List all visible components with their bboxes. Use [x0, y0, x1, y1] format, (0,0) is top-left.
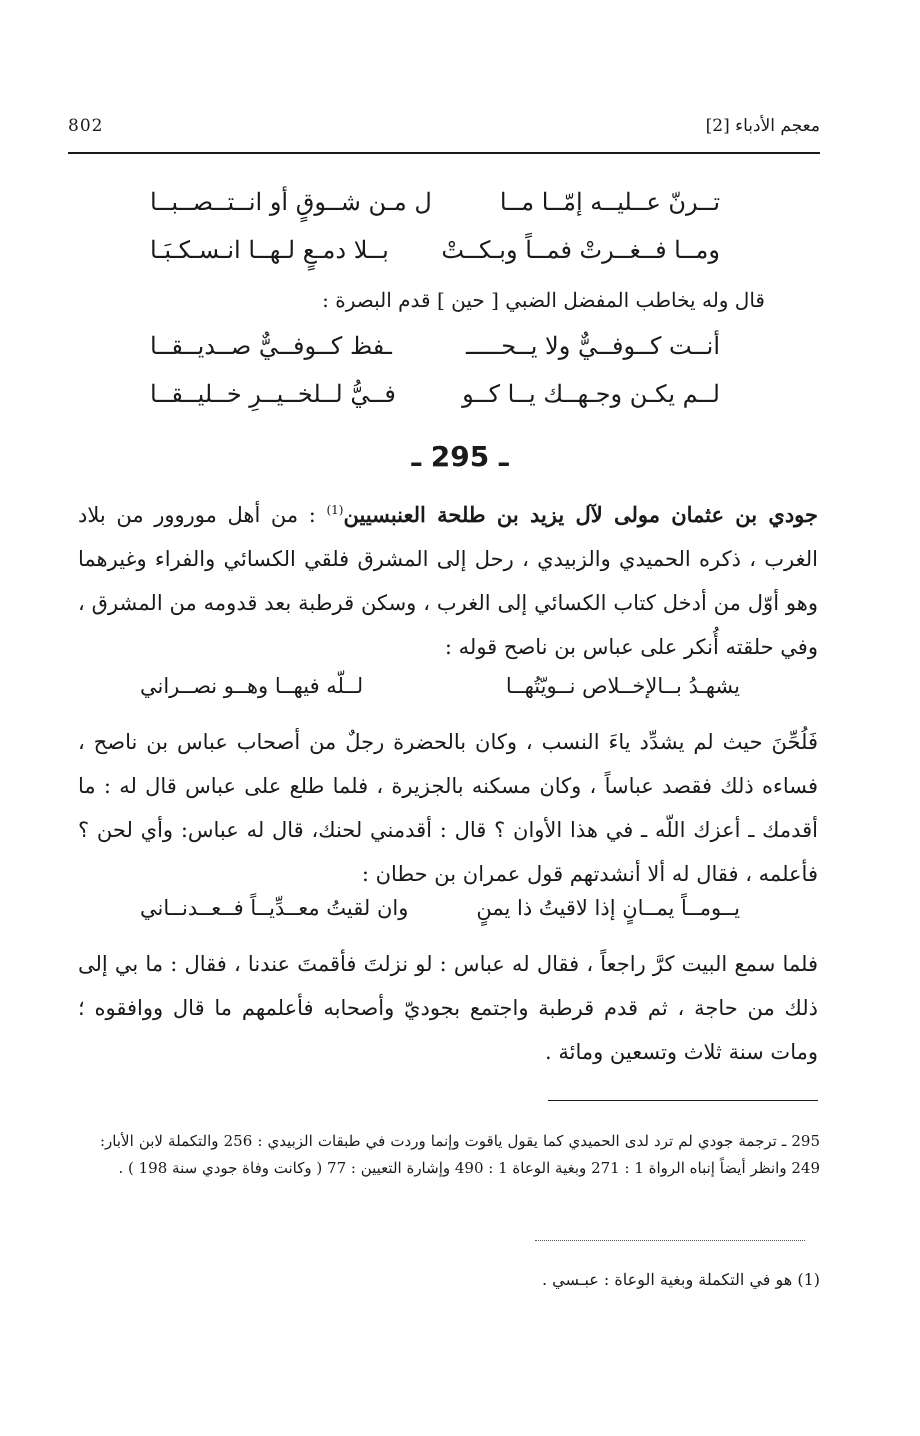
footnote-1: (1) هو في التكملة وبغية الوعاة : عبـسي .: [541, 1270, 820, 1289]
entry-paragraph: فَلُحِّنَ حيث لم يشدِّد ياءَ النسب ، وكان بالحضرة رجلٌ من أصحاب عباس بن ناصح ، فساءه ذلك فقصد عباساً ، وكان مسكنه بالجزيرة ، فلما طلع على عباس قال له : ما أقدمك ـ أعزك اللّه ـ في هذا الأوان ؟ قال : أقدمني لحنك، قال له عباس: وأي لحن ؟ فأعلمه ، فقال له ألا أنشدتهم قول عمران بن حطان :: [78, 730, 818, 886]
verse-hemistich-second: ل مـن شــوقٍ أو انــتــصــبــا: [150, 188, 432, 216]
footnote-dotted-divider: [535, 1240, 805, 1241]
entry-paragraph: [78, 488, 818, 669]
entry-number: ـ 295 ـ: [411, 440, 509, 473]
page-header: [68, 112, 820, 154]
footnote-main: 295 ـ ترجمة جودي لم ترد لدى الحميدي كما يقول ياقوت وإنما وردت في طبقات الزبيدي : 256 والتكملة لابن الأبار: 249 وانظر أيضاً إنباه الرواة 1 : 271 وبغية الوعاة 1 : 490 وإشارة التعيين : 77 ( وكانت وفاة جودي سنة 198 ) .: [100, 1132, 820, 1177]
entry-text: : من أهل موروور من بلاد الغرب ، ذكره الحميدي والزبيدي ، رحل إلى المشرق فلقي الكسائي والفراء وغيرهما وهو أوّل من أدخل كتاب الكسائي إلى الغرب ، وسكن قرطبة بعد قدومه من المشرق ، وفي حلقته أُنكر على عباس بن ناصح قوله :: [78, 503, 818, 659]
verse-line: [150, 236, 750, 276]
footnote-ref: (1): [326, 503, 344, 517]
verse-hemistich-first: يشهـدُ بــالإخــلاص نــويّتُهــا: [505, 674, 740, 698]
intro-line: قال وله يخاطب المفضل الضبي [ حين ] قدم البصرة :: [322, 288, 765, 312]
verse-hemistich-first: ومــا فــغــرتْ فمــاً وبـكــتْ: [441, 236, 720, 264]
verse-hemistich-first: لــم يكـن وجـهــك يــا كــو: [462, 380, 720, 408]
verse-line: [150, 332, 750, 372]
verse-hemistich-second: فــيُّ لــلخــيــرِ خــليــقــا: [150, 380, 396, 408]
verse-hemistich-second: لــلّه فيهــا وهــو نصــراني: [140, 674, 364, 698]
footnote-divider: [548, 1100, 818, 1101]
verse-line: [150, 380, 750, 420]
page-number: 802: [68, 116, 104, 136]
verse-hemistich-second: بــلا دمـعٍ لـهــا انـسـكـبَـا: [150, 236, 389, 264]
verse-hemistich-second: وان لقيتُ معــدِّيــاً فــعــدنــاني: [140, 896, 409, 920]
quoted-verse: [140, 674, 760, 714]
verse-line: [150, 188, 750, 228]
entry-paragraph: فلما سمع البيت كرَّ راجعاً ، فقال له عباس : لو نزلتَ فأقمتَ عندنا ، فقال : ما بي إلى ذلك من حاجة ، ثم قدم قرطبة واجتمع بجوديّ وأصحابه فأعلمهم ما قال ووافقوه ؛ ومات سنة ثلاث وتسعين ومائة .: [78, 952, 818, 1064]
verse-hemistich-first: تــرنّ عــليــه إمّــا مــا: [499, 188, 720, 216]
entry-name: جودي بن عثمان مولى لآل يزيد بن طلحة العنبسيين: [343, 502, 819, 527]
verse-hemistich-second: ـفظ كــوفــيٌّ صــديــقــا: [150, 332, 392, 360]
verse-hemistich-first: أنــت كــوفــيٌّ ولا يــحـــــ: [466, 332, 720, 360]
quoted-verse: [140, 896, 760, 936]
book-title: معجم الأدباء [2]: [705, 116, 820, 136]
verse-hemistich-first: يــومــاً يمــانٍ إذا لاقيتُ ذا يمنٍ: [476, 896, 740, 920]
